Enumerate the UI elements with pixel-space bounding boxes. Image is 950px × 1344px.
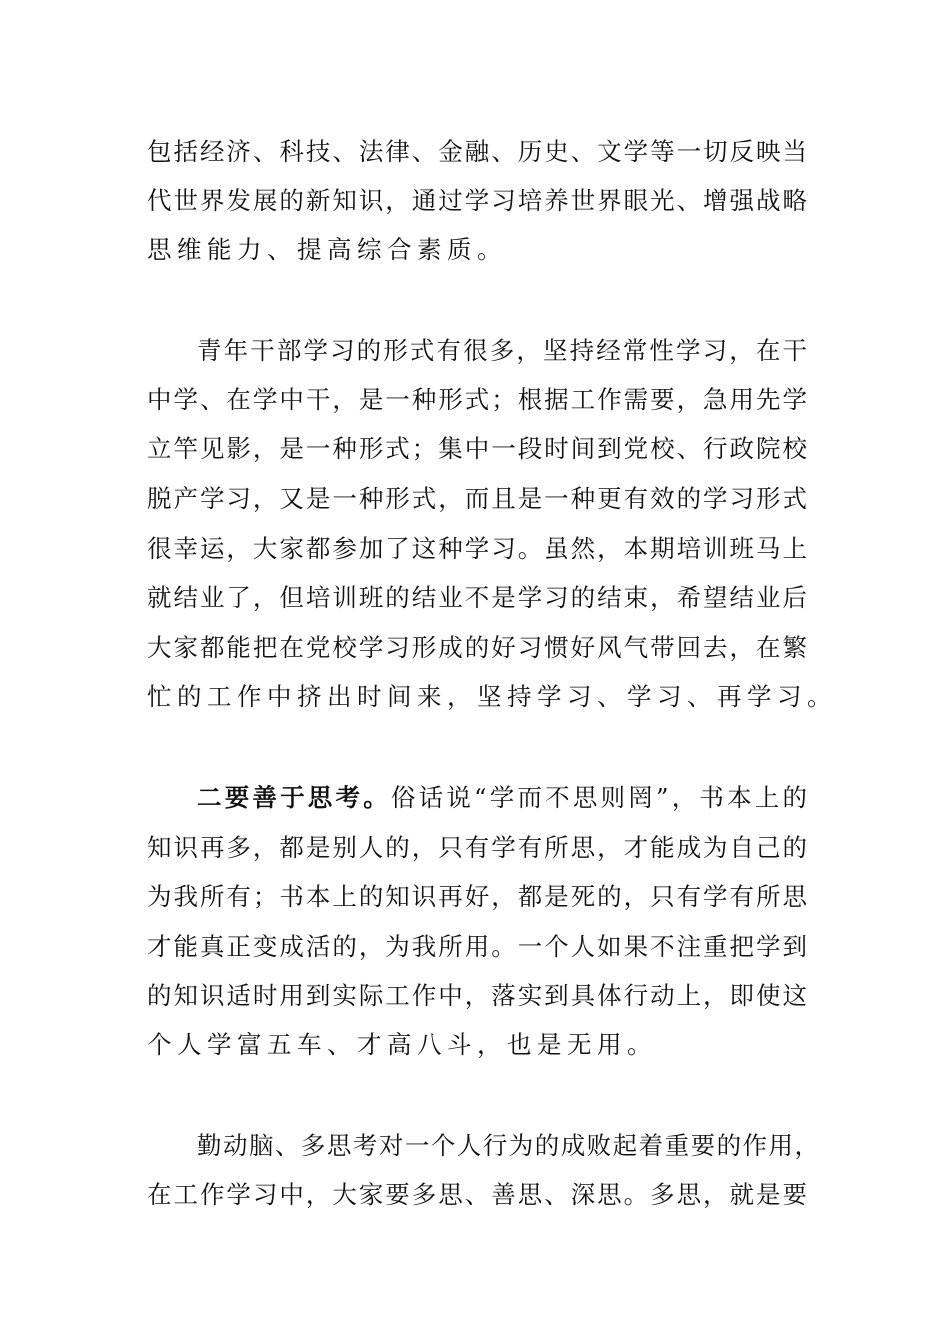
paragraph-3-line-1 [197, 780, 807, 816]
paragraph-1-line-2: 代世界发展的新知识，通过学习培养世界眼光、增强战略 [147, 186, 807, 215]
paragraph-2-line-3: 立竿见影，是一种形式；集中一段时间到党校、行政院校 [147, 434, 807, 463]
paragraph-3-line-2: 知识再多，都是别人的，只有学有所思，才能成为自己的 [147, 833, 807, 862]
paragraph-4-line-1: 勤动脑、多思考对一个人行为的成败起着重要的作用， [197, 1131, 819, 1160]
paragraph-2-line-8: 忙的工作中挤出时间来，坚持学习、学习、再学习。 [147, 682, 837, 711]
section-heading: 二要善于思考。 [197, 783, 391, 812]
paragraph-1-line-1: 包括经济、科技、法律、金融、历史、文学等一切反映当 [147, 137, 807, 166]
paragraph-1-line-3: 思维能力、提高综合素质。 [147, 235, 507, 264]
paragraph-3-line-1-text: 俗话说“学而不思则罔”，书本上的 [390, 783, 807, 812]
paragraph-3-line-5: 的知识适时用到实际工作中，落实到具体行动上，即使这 [147, 981, 807, 1010]
paragraph-4-line-2: 在工作学习中，大家要多思、善思、深思。多思，就是要 [147, 1180, 807, 1209]
paragraph-2-line-7: 大家都能把在党校学习形成的好习惯好风气带回去，在繁 [147, 633, 807, 662]
paragraph-3-line-6: 个人学富五车、才高八斗，也是无用。 [147, 1030, 657, 1059]
paragraph-3-line-3: 为我所有；书本上的知识再好，都是死的，只有学有所思 [147, 882, 807, 911]
paragraph-2-line-6: 就结业了，但培训班的结业不是学习的结束，希望结业后 [147, 583, 807, 612]
paragraph-2-line-4: 脱产学习，又是一种形式，而且是一种更有效的学习形式 [147, 484, 807, 513]
paragraph-3-line-4: 才能真正变成活的，为我所用。一个人如果不注重把学到 [147, 932, 807, 961]
paragraph-2-line-2: 中学、在学中干，是一种形式；根据工作需要，急用先学 [147, 385, 807, 414]
paragraph-2-line-5: 很幸运，大家都参加了这种学习。虽然，本期培训班马上 [147, 534, 807, 563]
paragraph-2-line-1: 青年干部学习的形式有很多，坚持经常性学习，在干 [197, 336, 807, 365]
